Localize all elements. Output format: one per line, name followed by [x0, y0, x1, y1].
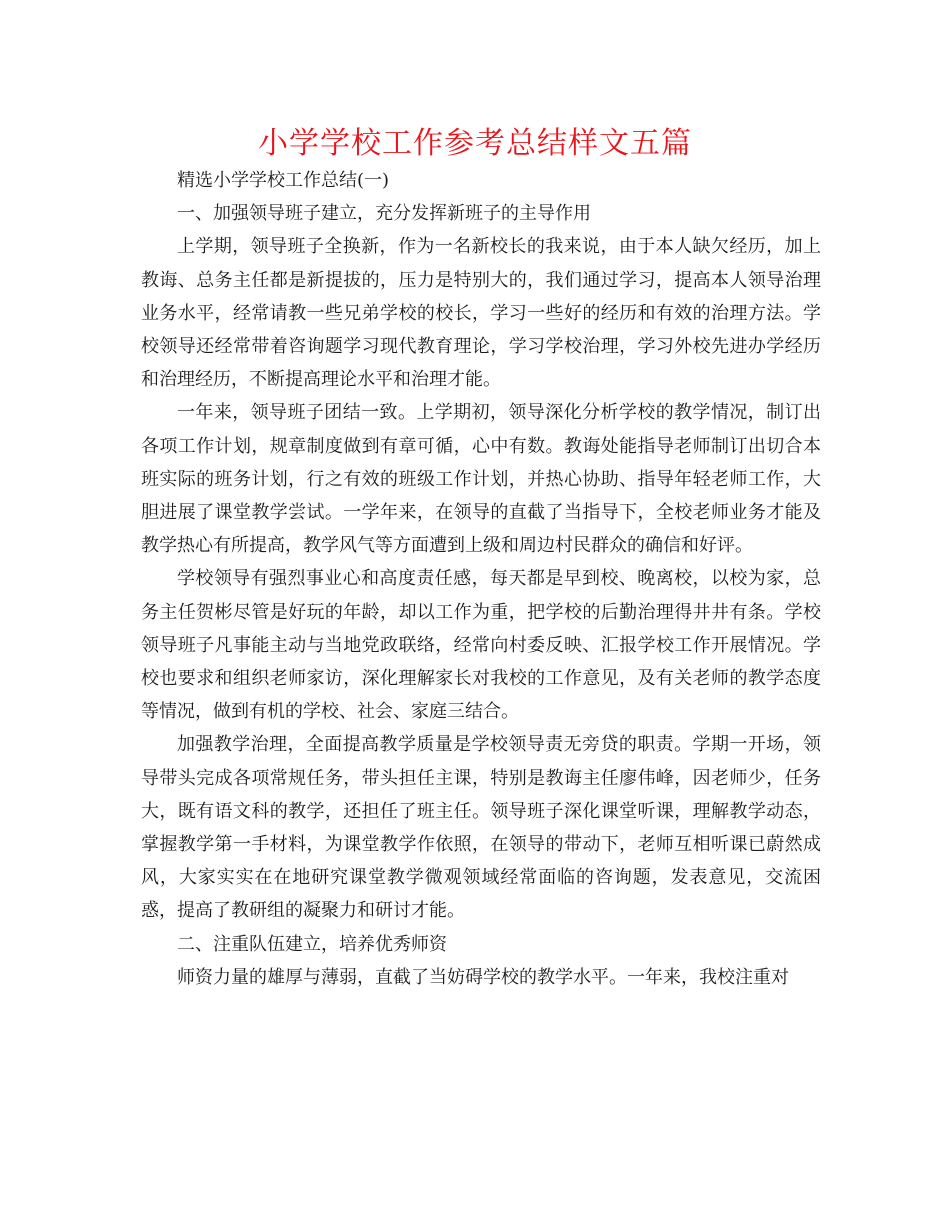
body-paragraph: 学校领导有强烈事业心和高度责任感，每天都是早到校、晚离校，以校为家，总务主任贺彬尽管是好玩的年龄，却以工作为重，把学校的后勤治理得井井有条。学校领导班子凡事能主动与当地党政联络，经常向村委反映、汇报学校工作开展情况。学校也要求和组织老师家访，深化理解家长对我校的工作意见，及有关老师的教学态度等情况，做到有机的学校、社会、家庭三结合。 — [141, 568, 821, 723]
body-paragraph: 上学期，领导班子全换新，作为一名新校长的我来说，由于本人缺欠经历，加上教诲、总务主任都是新提拔的，压力是特别大的，我们通过学习，提高本人领导治理业务水平，经常请教一些兄弟学校的校长，学习一些好的经历和有效的治理方法。学校领导还经常带着咨询题学习现代教育理论，学习学校治理，学习外校先进办学经历和治理经历，不断提高理论水平和治理才能。 — [141, 236, 821, 391]
section-heading-2: 二、注重队伍建立，培养优秀师资 — [177, 933, 447, 955]
body-paragraph: 加强教学治理，全面提高教学质量是学校领导责无旁贷的职责。学期一开场，领导带头完成各项常规任务，带头担任主课，特别是教诲主任廖伟峰，因老师少，任务大，既有语文科的教学，还担任了班主任。领导班子深化课堂听课，理解教学动态，掌握教学第一手材料，为课堂教学作依照，在领导的带动下，老师互相听课已蔚然成风，大家实实在在地研究课堂教学微观领域经常面临的咨询题，发表意见，交流困惑，提高了教研组的凝聚力和研讨才能。 — [141, 734, 821, 922]
body-paragraph: 一年来，领导班子团结一致。上学期初，领导深化分析学校的教学情况，制订出各项工作计划，规章制度做到有章可循，心中有数。教诲处能指导老师制订出切合本班实际的班务计划，行之有效的班级工作计划，并热心协助、指导年轻老师工作，大胆进展了课堂教学尝试。一学年来，在领导的直截了当指导下，全校老师业务才能及教学热心有所提高，教学风气等方面遭到上级和周边村民群众的确信和好评。 — [141, 402, 821, 557]
document-title: 小学学校工作参考总结样文五篇 — [258, 126, 692, 161]
section-subtitle: 精选小学学校工作总结(一) — [177, 170, 390, 191]
document-body — [141, 164, 821, 994]
section-heading-1: 一、加强领导班子建立，充分发挥新班子的主导作用 — [177, 203, 591, 225]
body-paragraph: 师资力量的雄厚与薄弱，直截了当妨碍学校的教学水平。一年来，我校注重对 — [177, 966, 789, 988]
